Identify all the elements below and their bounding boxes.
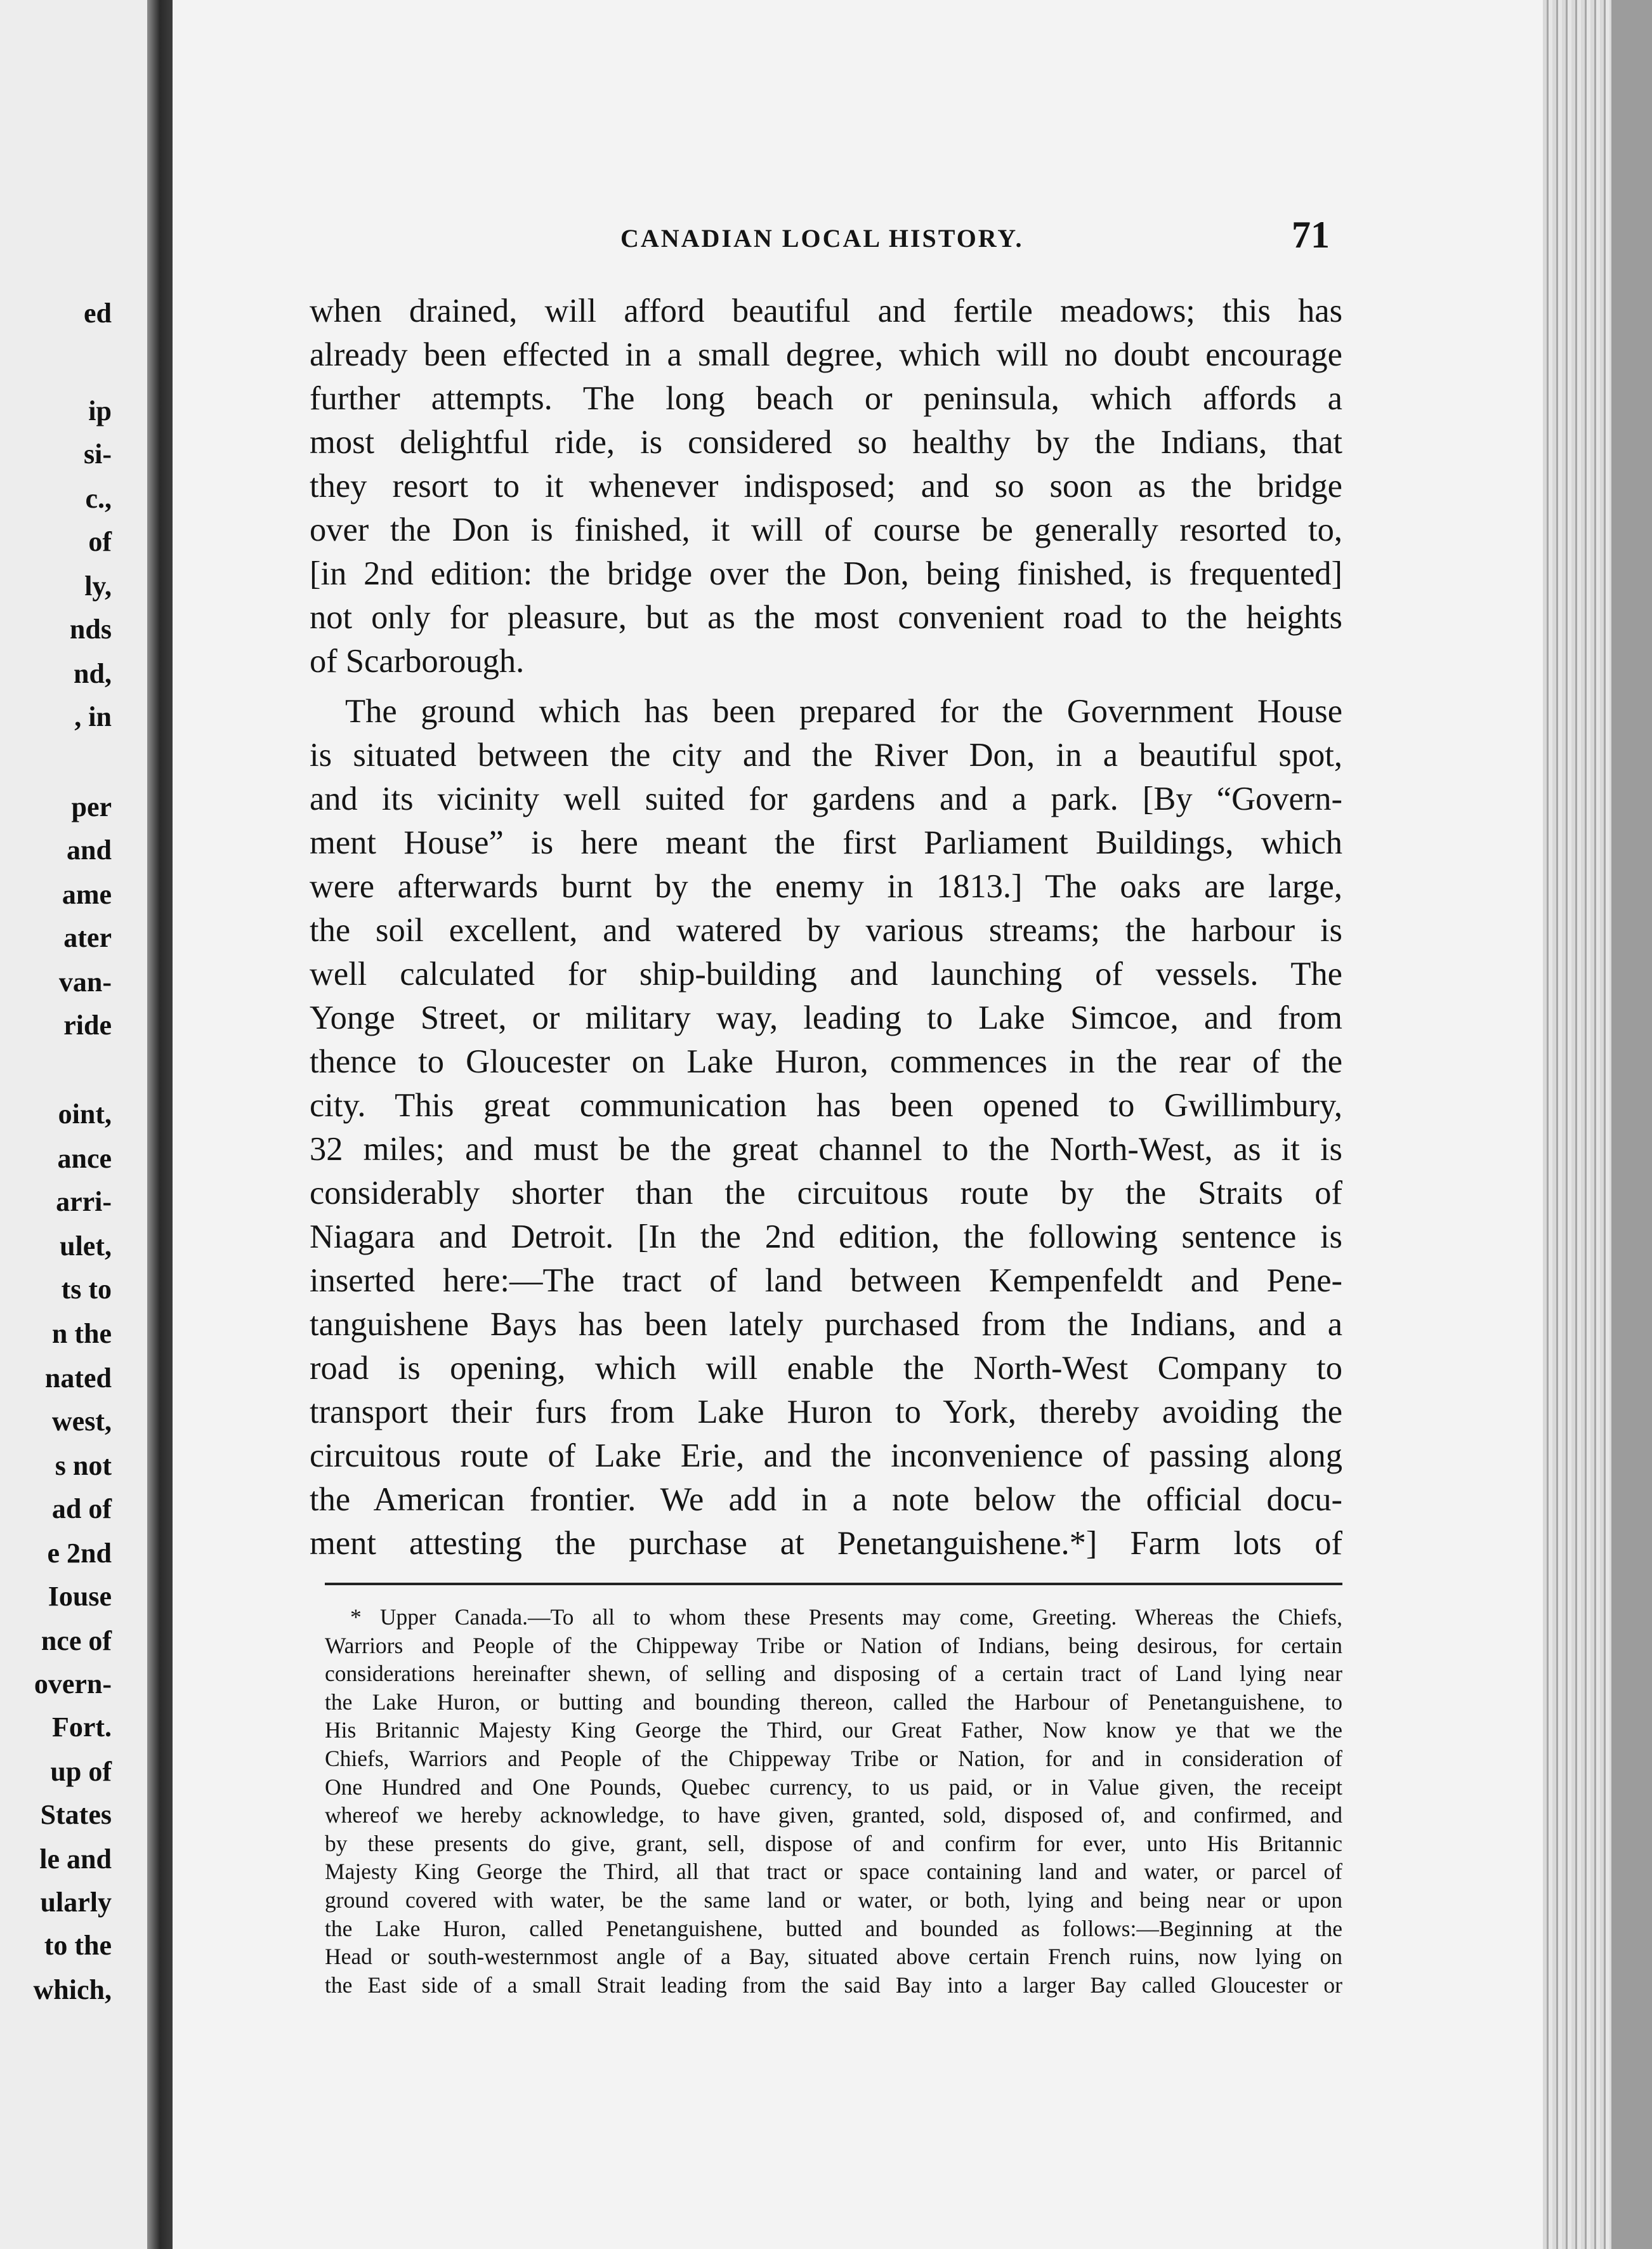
footnote	[325, 1603, 1342, 1999]
footnote-line: Majesty King George the Third, all that tract or space containing land and water, or parcel of	[325, 1859, 1342, 1885]
facing-page-fragment: oint,	[58, 1098, 112, 1130]
text-line: road is opening, which will enable the North-West Company to	[310, 1350, 1342, 1387]
facing-page-fragment: ularly	[40, 1887, 112, 1918]
footnote-line: whereof we hereby acknowledge, to have given, granted, sold, disposed of, and confirmed, and	[325, 1802, 1342, 1828]
text-line: further attempts. The long beach or peninsula, which affords a	[310, 380, 1342, 417]
facing-page-fragment: ame	[62, 879, 112, 910]
text-line: [in 2nd edition: the bridge over the Don, being finished, is frequented]	[310, 555, 1342, 592]
text-line: already been effected in a small degree, which will no doubt encourage	[310, 336, 1342, 373]
facing-page-fragment: n the	[51, 1318, 112, 1349]
text-line: and its vicinity well suited for gardens and a park. [By “Govern-	[310, 781, 1342, 817]
facing-page-fragment: , in	[74, 701, 112, 732]
facing-page-fragment: ip	[88, 395, 112, 426]
running-head: CANADIAN LOCAL HISTORY.	[620, 224, 1024, 253]
text-line: when drained, will afford beautiful and fertile meadows; this has	[310, 293, 1342, 329]
text-line: is situated between the city and the River Don, in a beautiful spot,	[310, 737, 1342, 774]
text-line: of Scarborough.	[310, 643, 525, 680]
footnote-line: His Britannic Majesty King George the Third, our Great Father, Now know ye that we the	[325, 1717, 1342, 1743]
facing-page-fragment: van-	[58, 966, 112, 998]
text-line: tanguishene Bays has been lately purchased from the Indians, and a	[310, 1306, 1342, 1343]
footnote-line: ground covered with water, be the same land or water, or both, lying and being near or upon	[325, 1887, 1342, 1913]
facing-page-fragment: s not	[55, 1450, 112, 1481]
facing-page-fragment: overn-	[34, 1668, 112, 1699]
footnote-line: Head or south-westernmost angle of a Bay, situated above certain French ruins, now lying on	[325, 1944, 1342, 1970]
facing-page-fragment: e 2nd	[47, 1538, 112, 1569]
text-line: circuitous route of Lake Erie, and the inconvenience of passing along	[310, 1437, 1342, 1474]
facing-page-fragment: ad of	[51, 1493, 112, 1524]
facing-page-fragment: ride	[63, 1010, 112, 1041]
facing-page-fragment: ulet,	[60, 1230, 112, 1262]
text-line: were afterwards burnt by the enemy in 1813.] The oaks are large,	[310, 868, 1342, 905]
text-line: well calculated for ship-building and launching of vessels. The	[310, 956, 1342, 993]
footnote-line: the East side of a small Strait leading from the said Bay into a larger Bay called Gloucester or	[325, 1972, 1342, 1998]
text-line: considerably shorter than the circuitous route by the Straits of	[310, 1175, 1342, 1211]
facing-page-fragment: west,	[51, 1406, 112, 1437]
facing-page-fragment: Iouse	[48, 1581, 112, 1612]
text-line: transport their furs from Lake Huron to York, thereby avoiding the	[310, 1394, 1342, 1430]
footnote-line: the Lake Huron, or butting and bounding thereon, called the Harbour of Penetanguishene, to	[325, 1689, 1342, 1715]
text-line: not only for pleasure, but as the most convenient road to the heights	[310, 599, 1342, 636]
text-line: they resort to it whenever indisposed; and so soon as the bridge	[310, 468, 1342, 505]
facing-page-fragment: of	[88, 526, 112, 557]
text-line: the soil excellent, and watered by various streams; the harbour is	[310, 912, 1342, 949]
facing-page-fragment: ts to	[61, 1274, 112, 1305]
text-line: city. This great communication has been opened to Gwillimbury,	[310, 1087, 1342, 1124]
text-line: ment attesting the purchase at Penetanguishene.*] Farm lots of	[310, 1525, 1342, 1562]
footnote-rule	[325, 1583, 1342, 1585]
footnote-line: the Lake Huron, called Penetanguishene, butted and bounded as follows:—Beginning at the	[325, 1915, 1342, 1941]
text-line: thence to Gloucester on Lake Huron, commences in the rear of the	[310, 1043, 1342, 1080]
text-line: most delightful ride, is considered so healthy by the Indians, that	[310, 424, 1342, 461]
text-line: inserted here:—The tract of land between Kempenfeldt and Pene-	[310, 1262, 1342, 1299]
facing-page-fragment: c.,	[85, 483, 112, 514]
facing-page-fragment: ance	[57, 1143, 112, 1174]
footnote-line: Warriors and People of the Chippeway Tribe or Nation of Indians, being desirous, for certain	[325, 1632, 1342, 1658]
footnote-line: One Hundred and One Pounds, Quebec currency, to us paid, or in Value given, the receipt	[325, 1774, 1342, 1800]
facing-page-fragment: Fort.	[51, 1711, 112, 1743]
footnote-line: * Upper Canada.—To all to whom these Presents may come, Greeting. Whereas the Chiefs,	[350, 1604, 1342, 1630]
text-line: Yonge Street, or military way, leading to Lake Simcoe, and from	[310, 999, 1342, 1036]
book-gutter	[147, 0, 173, 2249]
facing-page-fragment: nated	[44, 1362, 112, 1394]
facing-page-fragment: ater	[63, 922, 112, 953]
body-text	[310, 289, 1342, 1566]
facing-page-fragment: and	[67, 834, 112, 866]
facing-page-fragment: le and	[39, 1843, 112, 1875]
facing-page-fragment: up of	[50, 1756, 112, 1787]
facing-page-fragment: nds	[69, 614, 112, 645]
text-line: 32 miles; and must be the great channel to the North-West, as it is	[310, 1131, 1342, 1168]
text-line: ment House” is here meant the first Parliament Buildings, which	[310, 824, 1342, 861]
footnote-line: Chiefs, Warriors and People of the Chippeway Tribe or Nation, for and in consideration of	[325, 1745, 1342, 1771]
facing-page-fragment: arri-	[56, 1186, 112, 1217]
facing-page-fragment: which,	[33, 1974, 112, 2005]
facing-page-fragment: ly,	[84, 570, 112, 602]
facing-page-fragment: ed	[84, 298, 112, 329]
facing-page-fragment: per	[71, 791, 112, 822]
footnote-line: by these presents do give, grant, sell, dispose of and confirm for ever, unto His Britannic	[325, 1830, 1342, 1856]
text-line: Niagara and Detroit. [In the 2nd edition, the following sentence is	[310, 1218, 1342, 1255]
facing-page-fragment: to the	[44, 1930, 112, 1961]
footnote-line: considerations hereinafter shewn, of selling and disposing of a certain tract of Land lying near	[325, 1661, 1342, 1687]
text-line: over the Don is finished, it will of course be generally resorted to,	[310, 511, 1342, 548]
page-edge-outer	[1611, 0, 1652, 2249]
facing-page-fragment: nd,	[74, 658, 112, 689]
facing-page-fragment: si-	[84, 439, 112, 470]
facing-page-fragment: States	[40, 1799, 112, 1830]
page-number: 71	[1292, 214, 1330, 256]
text-line: the American frontier. We add in a note below the official docu-	[310, 1481, 1342, 1518]
text-line: The ground which has been prepared for the Government House	[345, 693, 1342, 730]
facing-page-fragment: nce of	[41, 1625, 112, 1656]
